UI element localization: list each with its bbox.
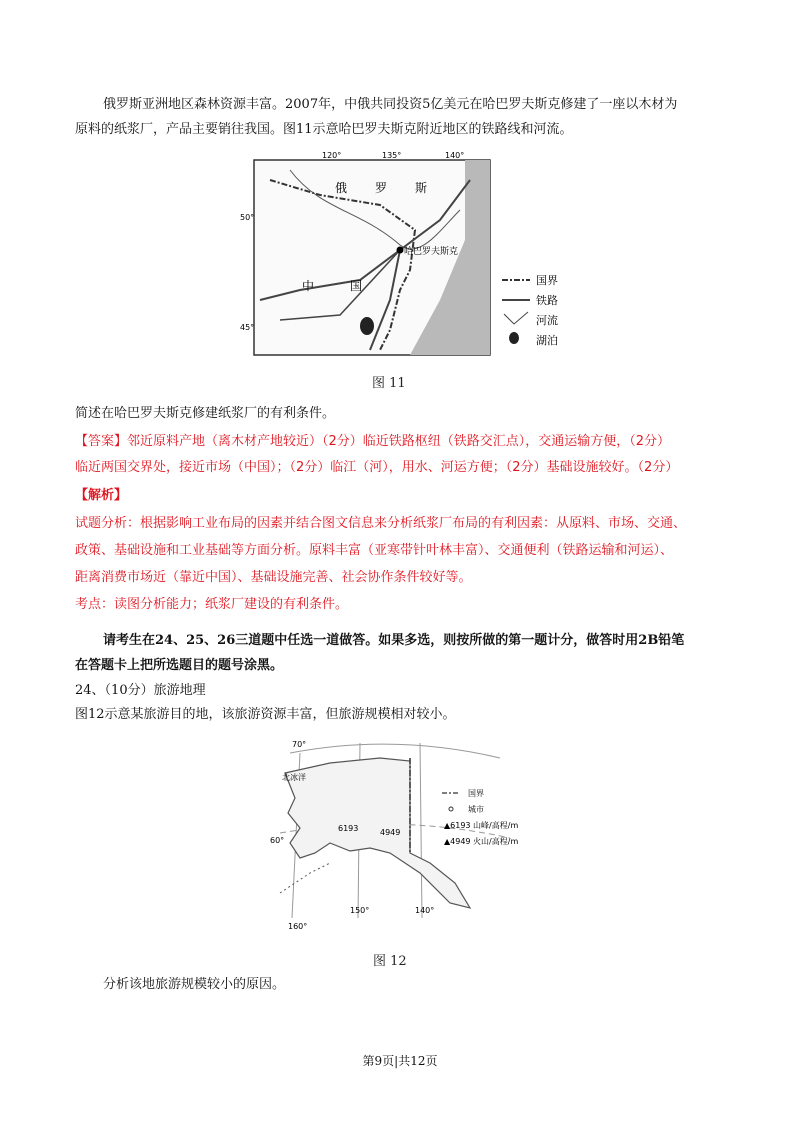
- instruction-line2: 在答题卡上把所选题目的题号涂黑。: [75, 658, 284, 673]
- q24-intro: 图12示意某旅游目的地，该旅游资源丰富，但旅游规模相对较小。: [75, 707, 456, 722]
- legend-label: ▲4949 火山/高程/m: [444, 837, 519, 846]
- city-label: 哈巴罗夫斯克: [404, 247, 459, 257]
- analysis-line2: 政策、基础设施和工业基础等方面分析。原料丰富（亚寒带针叶林丰富）、交通便利（铁路运输和河运）、: [75, 543, 674, 558]
- legend-label: 国界: [536, 274, 558, 287]
- lon-label: 135°: [382, 151, 402, 160]
- figure-11-map: [240, 150, 500, 360]
- peak-label: 6193: [338, 824, 359, 833]
- figure-11-caption: 图 11: [372, 376, 406, 391]
- lat-label: 45°: [240, 323, 255, 332]
- city-marker: [397, 247, 404, 254]
- lon-label: 120°: [322, 151, 342, 160]
- place-label: 斯: [415, 181, 428, 195]
- analysis-title: 【解析】: [75, 488, 128, 503]
- page-footer: 第9页|共12页: [362, 1054, 438, 1068]
- answer-line1: 【答案】邻近原料产地（离木材产地较近）（2分）临近铁路枢纽（铁路交汇点），交通运输方便，（2分）: [75, 434, 671, 449]
- legend-label: ▲6193 山峰/高程/m: [444, 821, 519, 830]
- figure-12-caption: 图 12: [373, 954, 407, 969]
- analysis-line1: 试题分析：根据影响工业布局的因素并结合图文信息来分析纸浆厂布局的有利因素：从原料、市场、交通、: [75, 516, 687, 531]
- lat-label: 70°: [292, 740, 307, 749]
- answer-line2: 临近两国交界处，接近市场（中国）；（2分）临江（河），用水、河运方便；（2分）基础设施较好。（2分）: [75, 460, 679, 475]
- sea-label: 北冰洋: [282, 773, 306, 782]
- lat-label: 60°: [270, 836, 285, 845]
- legend-label: 湖泊: [536, 334, 558, 347]
- lat-label: 50°: [240, 213, 255, 222]
- legend-label: 河流: [536, 314, 558, 327]
- legend-label: 城市: [468, 805, 484, 814]
- place-label: 罗: [375, 181, 388, 195]
- q24-heading: 24、（10分）旅游地理: [75, 683, 206, 698]
- lake-shape: [360, 317, 374, 335]
- lon-label: 160°: [288, 922, 308, 931]
- lon-label: 150°: [350, 906, 370, 915]
- place-label: 国: [350, 279, 363, 293]
- instruction-line1: 请考生在24、25、26三道题中任选一道做答。如果多选，则按所做的第一题计分，做答时用2B铅笔: [103, 633, 685, 648]
- analysis-line3: 距离消费市场近（靠近中国）、基础设施完善、社会协作条件较好等。: [75, 570, 472, 585]
- q24-question: 分析该地旅游规模较小的原因。: [103, 977, 286, 992]
- place-label: 中: [302, 279, 315, 293]
- legend-label: 国界: [468, 789, 484, 798]
- q23-question: 简述在哈巴罗夫斯克修建纸浆厂的有利条件。: [75, 406, 336, 421]
- figure-11-legend: [500, 270, 570, 350]
- q23-paragraph-line1: 俄罗斯亚洲地区森林资源丰富。2007年，中俄共同投资5亿美元在哈巴罗夫斯克修建了一座以木材为: [103, 97, 678, 112]
- peak-label: 4949: [380, 828, 401, 837]
- keypoint-line: 考点：读图分析能力；纸浆厂建设的有利条件。: [75, 597, 349, 612]
- lon-label: 140°: [415, 906, 435, 915]
- figure-12-legend: [440, 785, 540, 855]
- legend-label: 铁路: [536, 294, 558, 307]
- lon-label: 140°: [445, 151, 465, 160]
- q23-paragraph-line2: 原料的纸浆厂，产品主要销往我国。图11示意哈巴罗夫斯克附近地区的铁路线和河流。: [75, 122, 573, 137]
- place-label: 俄: [335, 181, 348, 195]
